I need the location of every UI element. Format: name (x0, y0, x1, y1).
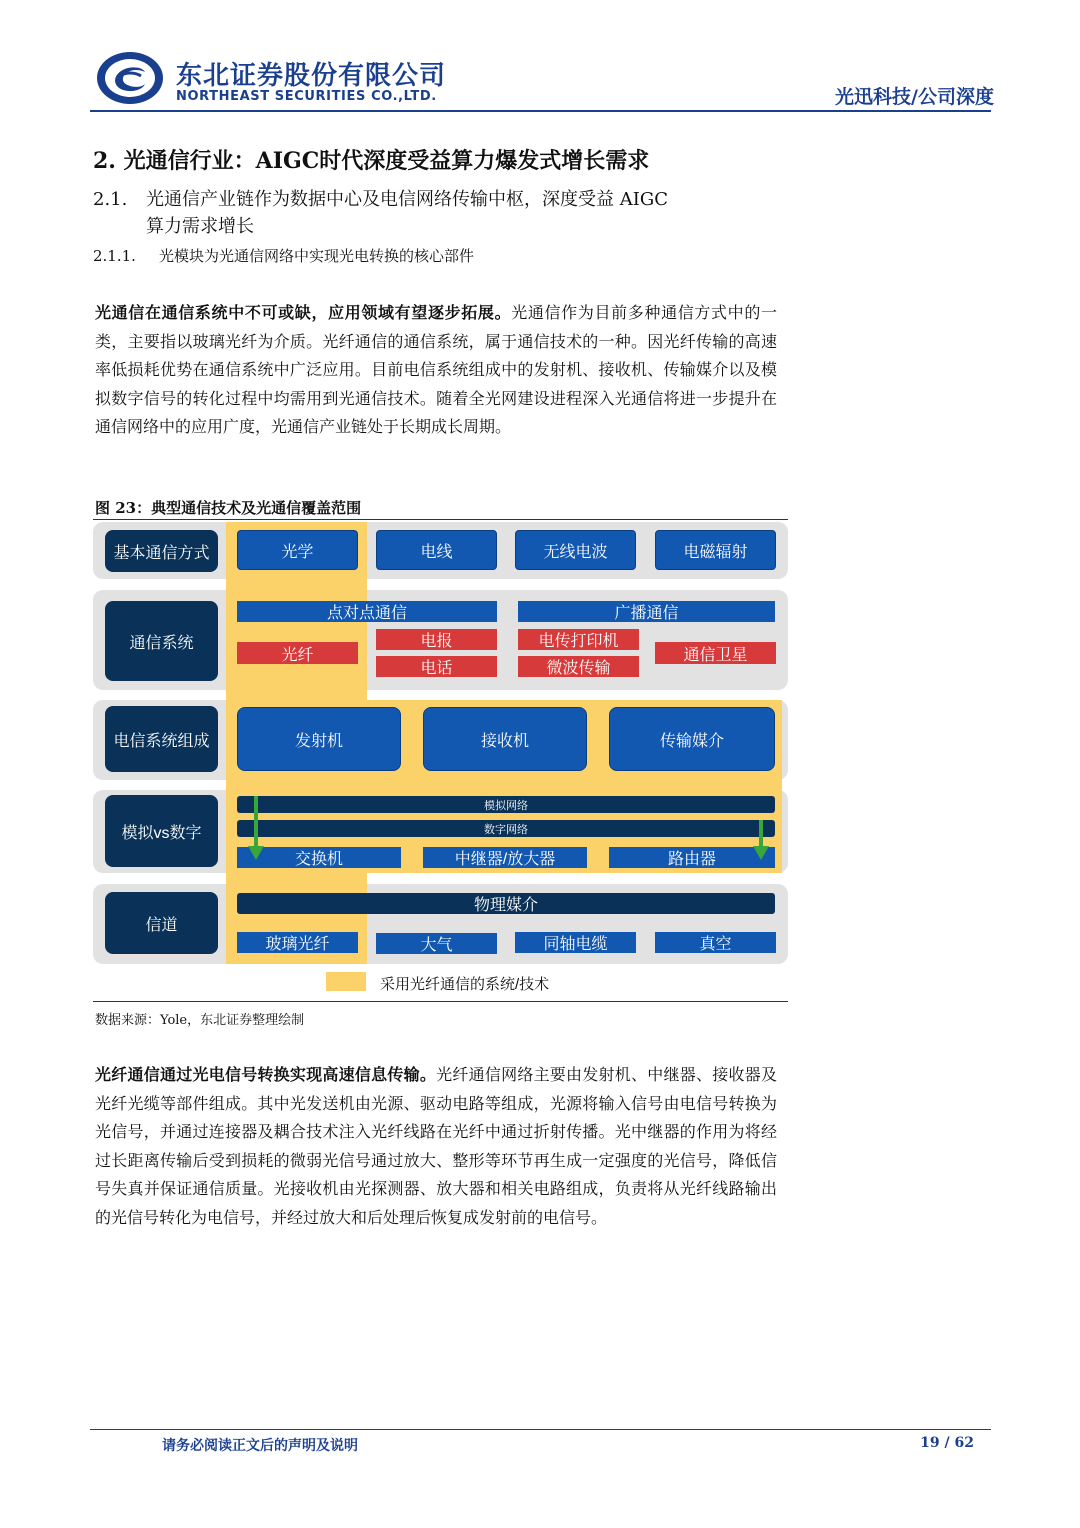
item-switch: 交换机 (237, 847, 401, 868)
subsection-heading (93, 186, 793, 240)
item-coaxial-cable: 同轴电缆 (515, 932, 636, 953)
item-optics: 光学 (237, 530, 358, 570)
item-radio-wave: 无线电波 (515, 530, 636, 570)
report-tag: 光迅科技/公司深度 (835, 86, 994, 108)
item-microwave: 微波传输 (518, 656, 639, 677)
section-heading: 2. 光通信行业：AIGC时代深度受益算力爆发式增长需求 (93, 148, 650, 174)
subsection-number: 2.1. (93, 189, 128, 210)
company-name-cn: 东北证券股份有限公司 (176, 61, 447, 91)
item-teleprinter: 电传打印机 (518, 629, 639, 650)
company-name-en: NORTHEAST SECURITIES CO.,LTD. (176, 89, 437, 104)
item-router: 路由器 (609, 847, 775, 868)
figure-source: 数据来源：Yole，东北证券整理绘制 (95, 1013, 305, 1028)
subsection-title-line1: 光通信产业链作为数据中心及电信网络传输中枢，深度受益 AIGC (146, 189, 668, 210)
item-transmission-medium: 传输媒介 (609, 707, 775, 771)
paragraph-2 (95, 1061, 777, 1232)
row-label-system: 通信系统 (105, 601, 218, 681)
subsubsection-title: 光模块为光通信网络中实现光电转换的核心部件 (159, 247, 475, 265)
item-telegraph: 电报 (376, 629, 497, 650)
bar-broadcast: 广播通信 (518, 601, 775, 622)
down-arrow-icon (247, 796, 265, 862)
item-repeater-amplifier: 中继器/放大器 (423, 847, 587, 868)
legend-label: 采用光纤通信的系统/技术 (380, 976, 550, 993)
row-label-analog-digital: 模拟vs数字 (105, 795, 218, 867)
row-label-basic: 基本通信方式 (105, 530, 218, 572)
figure-title: 图 23：典型通信技术及光通信覆盖范围 (95, 499, 362, 517)
page-number: 19 / 62 (920, 1435, 974, 1451)
figure-top-rule (93, 519, 788, 520)
subsubsection-heading (93, 245, 474, 266)
company-logo (95, 50, 165, 106)
bar-digital-network: 数字网络 (237, 820, 775, 837)
row-label-telecom: 电信系统组成 (105, 706, 218, 772)
footer-notice: 请务必阅读正文后的声明及说明 (162, 1438, 358, 1454)
item-vacuum: 真空 (655, 932, 776, 953)
header-divider (90, 110, 991, 112)
paragraph-1 (95, 299, 777, 442)
bar-analog-network: 模拟网络 (237, 796, 775, 813)
item-atmosphere: 大气 (376, 933, 497, 954)
paragraph-1-lead: 光通信在通信系统中不可或缺，应用领域有望逐步拓展。 (95, 303, 512, 322)
subsection-title-line2: 算力需求增长 (146, 216, 254, 237)
item-telephone: 电话 (376, 656, 497, 677)
subsubsection-number: 2.1.1. (93, 247, 136, 265)
item-em-radiation: 电磁辐射 (655, 530, 776, 570)
item-satellite: 通信卫星 (655, 642, 776, 664)
bar-point-to-point: 点对点通信 (237, 601, 497, 622)
item-transmitter: 发射机 (237, 707, 401, 771)
paragraph-2-body: 光纤通信网络主要由发射机、中继器、接收器及光纤光缆等部件组成。其中光发送机由光源、驱动电路等组成，光源将输入信号由电信号转换为光信号，并通过连接器及耦合技术注入光纤线路在光纤中通过折射传播。光中继器的作用为将经过长距离传输后受到损耗的微弱光信号通过放大、整形等环节再生成一定强度的光信号，降低信号失真并保证通信质量。光接收机由光探测器、放大器和相关电路组成，负责将从光纤线路输出的光信号转化为电信号，并经过放大和后处理后恢复成发射前的电信号。 (95, 1065, 777, 1227)
paragraph-1-body: 光通信作为目前多种通信方式中的一类，主要指以玻璃光纤为介质。光纤通信的通信系统，属于通信技术的一种。因光纤传输的高速率低损耗优势在通信系统中广泛应用。目前电信系统组成中的发射机、接收机、传输媒介以及模拟数字信号的转化过程中均需用到光通信技术。随着全光网建设进程深入光通信将进一步提升在通信网络中的应用广度，光通信产业链处于长期成长周期。 (95, 303, 777, 436)
bar-physical-medium: 物理媒介 (237, 893, 775, 914)
item-wire: 电线 (376, 530, 497, 570)
figure-bottom-rule (93, 1001, 788, 1002)
row-label-channel: 信道 (105, 892, 218, 954)
down-arrow-icon (752, 820, 770, 862)
footer-divider (90, 1429, 991, 1430)
paragraph-2-lead: 光纤通信通过光电信号转换实现高速信息传输。 (95, 1065, 437, 1084)
item-glass-fiber: 玻璃光纤 (237, 932, 358, 953)
legend-swatch (326, 972, 366, 991)
item-fiber: 光纤 (237, 642, 358, 664)
item-receiver: 接收机 (423, 707, 587, 771)
